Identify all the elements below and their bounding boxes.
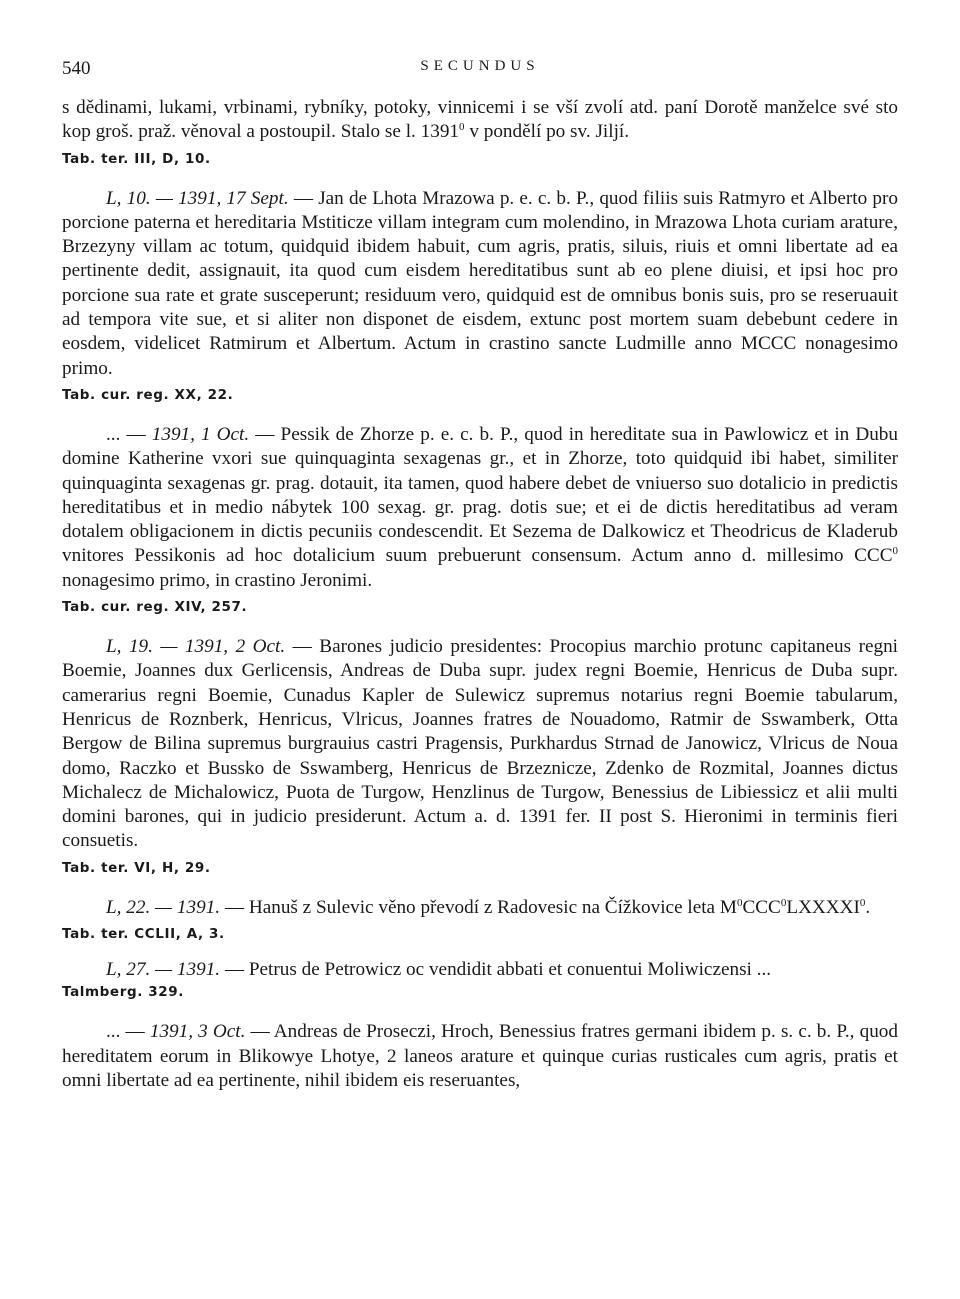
entry-label: L, 10. — 1391, 17 Sept. bbox=[106, 187, 289, 209]
running-title: SECUNDUS bbox=[420, 58, 540, 74]
page-header bbox=[62, 58, 898, 80]
source-reference: Tab. cur. reg. XX, 22. bbox=[62, 386, 234, 403]
source-reference: Tab. ter. VI, H, 29. bbox=[62, 859, 211, 876]
entry-paragraph: L, 22. — 1391. — Hanuš z Sulevic věno převodí z Radovesic na Čížkovice leta $M^0CCC^0LXXXXI^0$. bbox=[106, 896, 871, 918]
source-reference: Tab. ter. CCLII, A, 3. bbox=[62, 926, 225, 943]
source-reference: Talmberg. 329. bbox=[62, 984, 184, 1001]
entry-paragraph: L, 10. — 1391, 17 Sept. — Jan de Lhota Mrazowa p. e. c. b. P., quod filiis suis Ratmyro et Alberto pro porcione paterna et hereditaria Mstiticze villam integram cum molendino, in Mrazowa Lhota curiam arature, Brzezyny villam ac totum, quidquid ibidem habuit, cum agris, pratis, siluis, riuis et omni libertate ad ea pertinente dedit, assignauit, ita quod cum eisdem hereditatibus sunt ab eo plene diuisi, et ipsi hoc pro porcione sua rate et grate susceperunt; residuum vero, quidquid est de omnibus bonis suis, pro se reseruauit ad tempora vite sue, et si aliter non disponet de eisdem, extunc post mortem suam debebunt cedere in eosdem, videlicet Ratmirum et Albertum. Actum in crastino sancte Ludmille anno MCCC nonagesimo primo. bbox=[62, 187, 898, 379]
page-number: 540 bbox=[62, 58, 91, 79]
entry-paragraph: L, 19. — 1391, 2 Oct. — Barones judicio presidentes: Procopius marchio protunc capitaneus regni Boemie, Joannes dux Gerlicensis, Andreas de Duba supr. judex regni Boemie, Henricus de Duba supr. camerarius regni Boemie, Cunadus Kapler de Sulewicz supremus notarius regni Boemie tabularum, Henricus de Roznberk, Henricus, Vlricus, Joannes fratres de Nouadomo, Ratmir de Sswamberk, Otta Bergow de Bilina supremus burgrauius castri Pragensis, Purkhardus Strnad de Janowicz, Vlricus de Noua domo, Raczko et Bussko de Sswamberg, Henricus de Brzeznicze, Zdenko de Rozmital, Joannes dictus Michalecz de Michalowicz, Puota de Turgow, Henzlinus de Turgow, Benessius de Libiessicz et alii multi domini barones, qui in judicio presiderunt. Actum a. d. 1391 fer. II post S. Hieronimi in terminis fieri consuetis. bbox=[62, 636, 898, 852]
entry-paragraph: ... — 1391, 1 Oct. — Pessik de Zhorze p. e. c. b. P., quod in hereditate sua in Pawlowicz et in Dubu domine Katherine vxori sue quinquaginta sexagenas gr., et in Zhorze, toto quidquid ibi habet, similiter quinquaginta sexagenas gr. prag. dotauit, ita tamen, quod habere debet de vniuerso suo dotalicio in predictis hereditatibus et in medio nábytek 100 sexag. gr. prag. dotis sue; et ei de dictis hereditatibus ad veram dotalem obligacionem in dictis pecuniis condescendit. Et Sezema de Dalkowicz et Theodricus de Kladerub vnitores Pessikonis ad hoc dotalicium suum prebuerunt consensum. Actum anno d. millesimo CCC$^0$ nonagesimo primo, in crastino Jeronimi. bbox=[62, 423, 898, 591]
entry-label: L, 22. — 1391. bbox=[106, 896, 221, 918]
source-reference: Tab. cur. reg. XIV, 257. bbox=[62, 599, 248, 616]
entry-paragraph: s dědinami, lukami, vrbinami, rybníky, potoky, vinnicemi i se vší zvolí atd. paní Dorotě manželce své sto kop groš. praž. věnoval a postoupil. Stalo se l. 1391$^0$ v pondělí po sv. Jiljí. bbox=[62, 97, 898, 143]
document-page bbox=[62, 0, 898, 1299]
entry-paragraph: ... — 1391, 3 Oct. — Andreas de Proseczi, Hroch, Benessius fratres germani ibidem p. s. c. b. P., quod hereditatem eorum in Blikowye Lhotye, 2 laneos arature et quinque curias rusticales cum agris, pratis et omni libertate ad ea pertinente, nihil ibidem eis reseruantes, bbox=[62, 1021, 898, 1091]
source-reference: Tab. ter. III, D, 10. bbox=[62, 150, 211, 167]
entry-label: L, 27. — 1391. bbox=[106, 959, 221, 981]
entry-label: L, 19. — 1391, 2 Oct. bbox=[106, 636, 286, 658]
document-body bbox=[62, 96, 898, 1093]
entry-label: 1391, 3 Oct. bbox=[149, 1021, 246, 1043]
entry-paragraph: L, 27. — 1391. — Petrus de Petrowicz oc vendidit abbati et conuentui Moliwiczensi ... bbox=[106, 959, 772, 981]
entry-label: 1391, 1 Oct. bbox=[151, 423, 250, 445]
